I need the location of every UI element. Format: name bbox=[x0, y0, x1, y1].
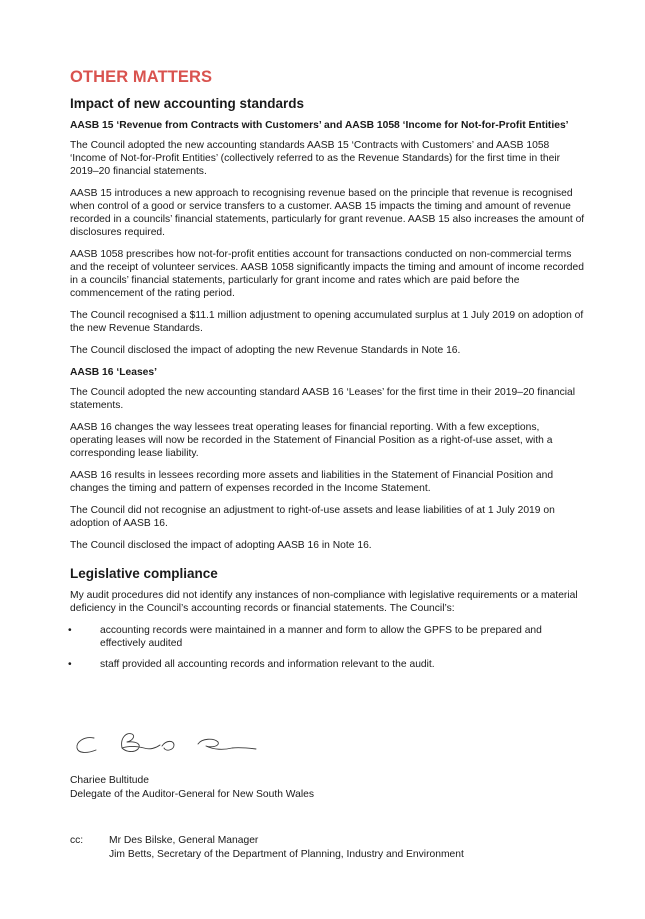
compliance-list bbox=[70, 624, 585, 671]
list-item bbox=[68, 624, 585, 650]
legislative-heading: Legislative compliance bbox=[70, 566, 218, 581]
cc-recipient: Mr Des Bilske, General Manager bbox=[109, 835, 259, 846]
paragraph: The Council disclosed the impact of adopting AASB 16 in Note 16. bbox=[70, 540, 372, 551]
cc-recipients bbox=[109, 834, 464, 862]
cc-label: cc: bbox=[70, 835, 84, 846]
section-title: OTHER MATTERS bbox=[70, 68, 213, 86]
paragraph: The Council did not recognise an adjustment to right-of-use assets and lease liabilities of at 1 July 2019 on adoption of AASB 16. bbox=[70, 505, 555, 529]
signature-image bbox=[70, 726, 270, 766]
paragraph: The Council recognised a $11.1 million adjustment to opening accumulated surplus at 1 July 2019 on adoption of the new Revenue Standards. bbox=[70, 310, 584, 334]
bullet-icon: • bbox=[68, 625, 72, 636]
cc-recipient: Jim Betts, Secretary of the Department of Planning, Industry and Environment bbox=[109, 849, 464, 860]
document-body bbox=[70, 68, 585, 679]
signer-name: Chariee Bultitude bbox=[70, 775, 149, 786]
signer-title: Delegate of the Auditor-General for New South Wales bbox=[70, 789, 315, 800]
paragraph: The Council disclosed the impact of adopting the new Revenue Standards in Note 16. bbox=[70, 345, 461, 356]
paragraph: AASB 16 changes the way lessees treat operating leases for financial reporting. With a few exceptions, operating leases will now be recorded in the Statement of Financial Position as a right-of-use asset, with a corresponding lease liability. bbox=[70, 422, 553, 459]
paragraph: AASB 1058 prescribes how not-for-profit entities account for transactions conducted on non-commercial terms and the receipt of volunteer services. AASB 1058 significantly impacts the timing and amount of income recorded in a councils’ financial statements, particularly for grant income and rates which are paid before the commencement of the rating period. bbox=[70, 249, 584, 299]
paragraph: The Council adopted the new accounting standard AASB 16 ‘Leases’ for the first time in their 2019–20 financial statements. bbox=[70, 387, 576, 411]
aasb16-heading: AASB 16 ‘Leases’ bbox=[70, 367, 157, 378]
impact-heading: Impact of new accounting standards bbox=[70, 96, 305, 111]
signer-block bbox=[70, 774, 314, 802]
paragraph: AASB 16 results in lessees recording more assets and liabilities in the Statement of Financial Position and changes the timing and pattern of expenses recorded in the Income Statement. bbox=[70, 470, 554, 494]
legislative-intro: My audit procedures did not identify any instances of non-compliance with legislative requirements or a material deficiency in the Council’s accounting records or financial statements. The Council’s: bbox=[70, 590, 578, 614]
list-item bbox=[68, 658, 585, 671]
aasb15-heading: AASB 15 ‘Revenue from Contracts with Customers’ and AASB 1058 ‘Income for Not-for-Profit Entities’ bbox=[70, 120, 569, 131]
list-item-text: accounting records were maintained in a manner and form to allow the GPFS to be prepared and effectively audited bbox=[100, 625, 542, 649]
paragraph: The Council adopted the new accounting standards AASB 15 ‘Contracts with Customers’ and AASB 1058 ‘Income of Not-for-Profit Entities’ (collectively referred to as the Revenue Standards) for the first time in their 2019–20 financial statements. bbox=[70, 140, 561, 177]
bullet-icon: • bbox=[68, 659, 72, 670]
list-item-text: staff provided all accounting records and information relevant to the audit. bbox=[100, 659, 435, 670]
paragraph: AASB 15 introduces a new approach to recognising revenue based on the principle that revenue is recognised when control of a good or service transfers to a customer. AASB 15 impacts the timing and amount of revenue recorded in a councils’ financial statements, particularly for grant revenue. AASB 15 also increases the amount of disclosures required. bbox=[70, 188, 585, 238]
